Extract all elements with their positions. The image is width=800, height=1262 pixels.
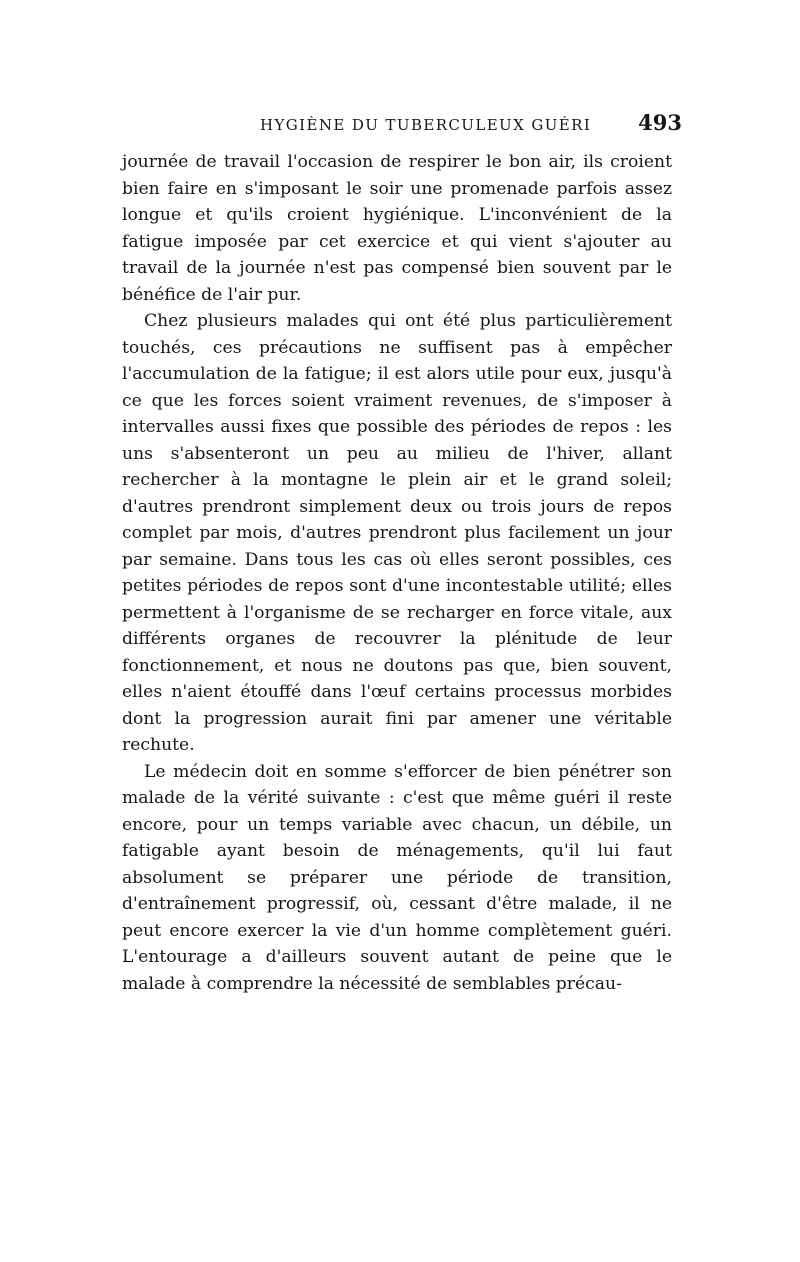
paragraph: Chez plusieurs malades qui ont été plus particulièrement touchés, ces précautions ne suffisent pas à empêcher l'accumulation de la fatigue; il est alors utile pour eux, jusqu'à ce que les forces soient vraiment revenues, de s'imposer à intervalles aussi fixes que possible des périodes de repos : les uns s'absenteront un peu au milieu de l'hiver, allant rechercher à la montagne le plein air et le grand soleil; d'autres prendront simplement deux ou trois jours de repos complet par mois, d'autres prendront plus facilement un jour par semaine. Dans tous les cas où elles seront possibles, ces petites périodes de repos sont d'une incontestable utilité; elles permettent à l'organisme de se recharger en force vitale, aux différents organes de recouvrer la plénitude de leur fonctionnement, et nous ne doutons pas que, bien souvent, elles n'aient étouffé dans l'œuf certains processus morbides dont la progression aurait fini par amener une véritable rechute. (122, 311, 672, 755)
body-text (122, 149, 672, 997)
paragraph: journée de travail l'occasion de respirer le bon air, ils croient bien faire en s'imposant le soir une promenade parfois assez longue et qu'ils croient hygiénique. L'inconvénient de la fatigue imposée par cet exercice et qui vient s'ajouter au travail de la journée n'est pas compensé bien souvent par le bénéfice de l'air pur. (122, 152, 672, 305)
paragraph: Le médecin doit en somme s'efforcer de bien pénétrer son malade de la vérité suivante : c'est que même guéri il reste encore, pour un temps variable avec chacun, un débile, un fatigable ayant besoin de ménagements, qu'il lui faut absolument se préparer une période de transition, d'entraînement progressif, où, cessant d'être malade, il ne peut encore exercer la vie d'un homme complètement guéri. L'entourage a d'ailleurs souvent autant de peine que le malade à comprendre la nécessité de semblables précau- (122, 761, 672, 994)
page-number: 493 (638, 110, 682, 135)
running-title: HYGIÈNE DU TUBERCULEUX GUÉRI (260, 116, 592, 134)
running-head (122, 110, 682, 140)
